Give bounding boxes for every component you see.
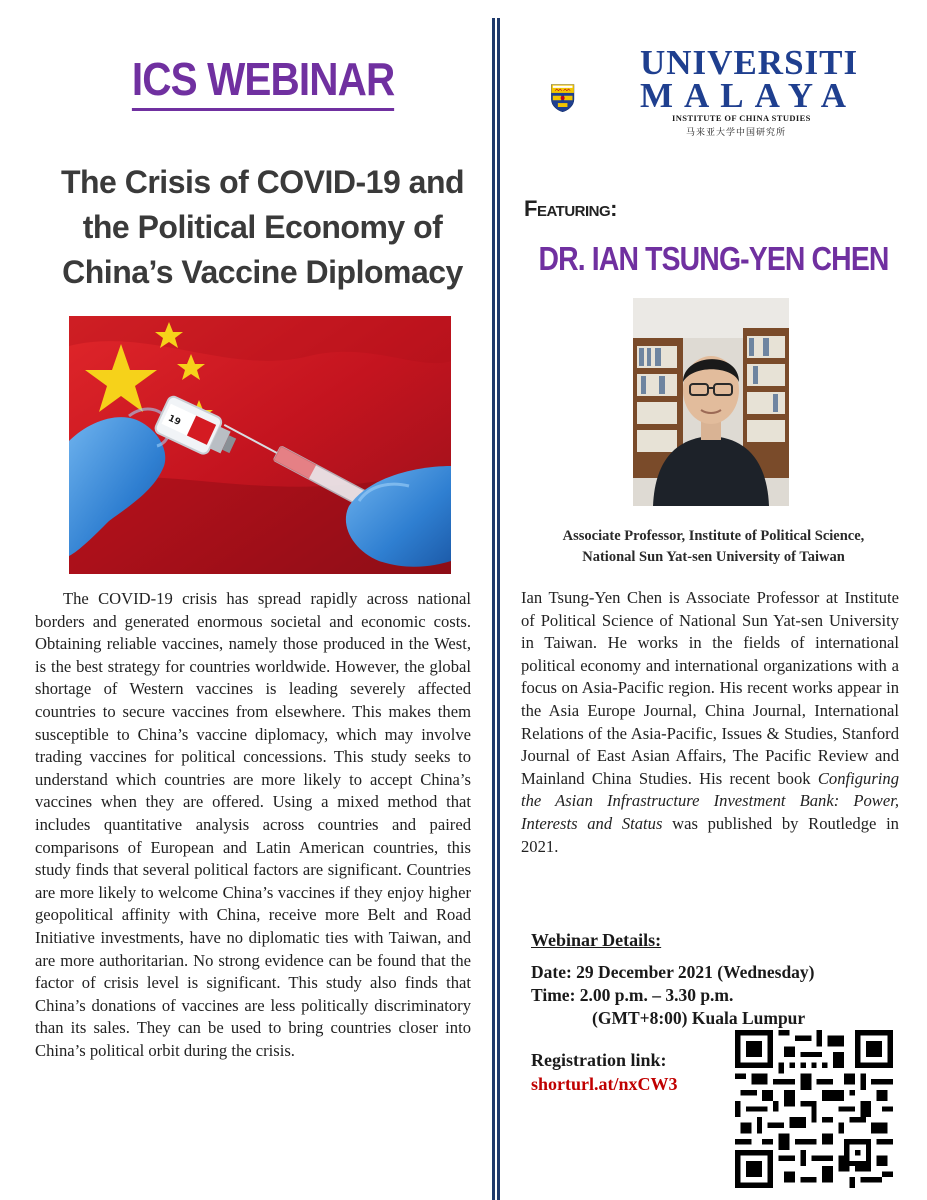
qr-code-icon[interactable]	[735, 1030, 893, 1188]
registration-link[interactable]: shorturl.at/nxCW3	[531, 1074, 678, 1094]
logo-malaya: MALAYA	[640, 76, 858, 115]
speaker-photo	[633, 298, 789, 506]
book-title: Configuring the Asian Infrastructure Investment Bank: Power, Interests and Status	[521, 768, 899, 833]
vaccine-flag-image	[69, 316, 451, 574]
talk-title-line: the Political Economy of	[82, 209, 443, 245]
abstract-paragraph: The COVID-19 crisis has spread rapidly across national borders and generated enormous societal and economic costs. Obtaining reliable vaccines, namely those produced in the West, is the best strategy for countries worldwide. However, the global shortage of Western vaccines is leading severely affected countries to secure vaccines from elsewhere. This makes them susceptible to China’s vaccine diplomacy, which may involve trading vaccines for political concessions. This study seeks to understand which countries are more likely to accept China’s vaccines when they are offered. Using a mixed method that includes quantitative analysis across countries and paired comparisons of European and Latin American countries, this study finds that several political factors are significant. Countries are more likely to welcome China’s vaccines if they enjoy higher geopolitical affinity with China, receive more Belt and Road Initiative investments, have no diplomatic ties with Taiwan, and are more authoritarian. No strong evidence can be found that the factor of crisis level is significant. This study also finds that China’s donations of vaccines are less politically discriminatory than its sales. They can be used to bring countries closer into China’s political orbit during the crisis.	[35, 589, 471, 1060]
webinar-label: ICS WEBINAR	[0, 52, 527, 111]
speaker-portrait	[633, 298, 789, 506]
svg-text:19: 19	[166, 413, 182, 428]
logo-universiti: UNIVERSITI	[640, 43, 859, 82]
talk-title-line: The Crisis of COVID-19 and	[60, 164, 465, 200]
registration-label: Registration link:	[531, 1050, 667, 1070]
vaccine-illustration	[69, 316, 451, 574]
talk-title-line: China’s Vaccine Diplomacy	[62, 254, 463, 290]
webinar-timezone: (GMT+8:00) Kuala Lumpur	[592, 1008, 806, 1028]
webinar-details-heading: Webinar Details:	[531, 930, 662, 950]
talk-title	[40, 160, 485, 295]
speaker-bio: Ian Tsung-Yen Chen is Associate Professor at Institute of Political Science of National Sun Yat-sen University in Taiwan. He works in the fields of international political economy and international organizations with a focus on Asia-Pacific region. His recent works appear in the Asia Europe Journal, China Journal, International Relations of the Asia-Pacific, Issues & Studies, Stanford Journal of East Asian Affairs, The Pacific Review and Mainland China Studies. His recent book Configuring the Asian Infrastructure Investment Bank: Power, Interests and Status was published by Routledge in 2021.	[521, 588, 899, 856]
speaker-affiliation: Associate Professor, Institute of Political Science, National Sun Yat-sen University of Taiwan	[562, 528, 865, 565]
abstract-text	[35, 588, 471, 1062]
column-divider	[492, 18, 500, 1200]
logo-institute: INSTITUTE OF CHINA STUDIES	[672, 113, 811, 123]
webinar-time: Time: 2.00 p.m. – 3.30 p.m.	[531, 985, 734, 1005]
speaker-name: DR. IAN TSUNG-YEN CHEN	[538, 240, 889, 277]
logo-chinese-name: 马来亚大学中国研究所	[686, 128, 787, 138]
universiti-malaya-crest-icon	[550, 48, 640, 148]
qr-code-graphic	[735, 1030, 893, 1188]
webinar-date: Date: 29 December 2021 (Wednesday)	[531, 962, 815, 982]
featuring-label: Featuring:	[524, 196, 617, 221]
